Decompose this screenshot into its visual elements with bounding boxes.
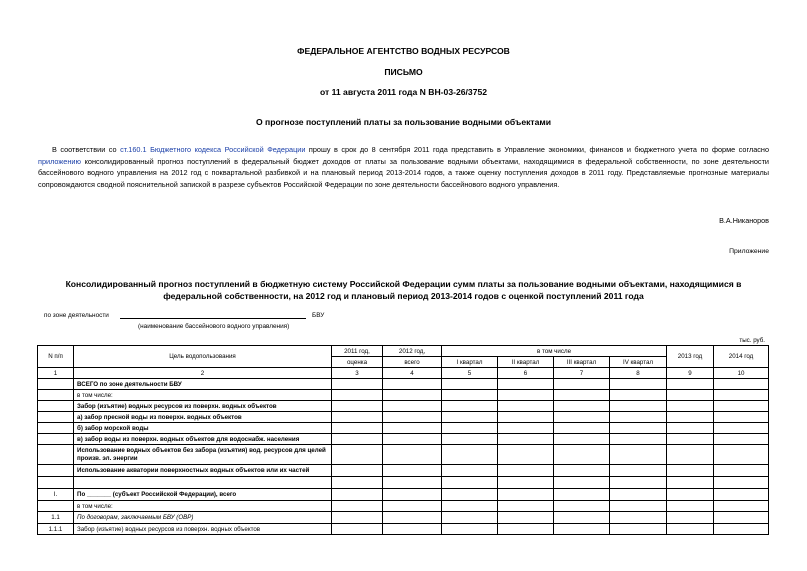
cell [554,445,610,465]
row-num [38,477,74,489]
col-number: 6 [498,368,554,379]
row-num: 1.1.1 [38,524,74,535]
cell [714,390,769,401]
cell [332,401,383,412]
zone-blank-line [120,318,306,319]
cell [442,524,498,535]
body-text-part-1: В соответствии со [52,145,121,154]
cell [498,489,554,501]
header-2013: 2013 год [667,346,714,368]
header-2014: 2014 год [714,346,769,368]
row-num [38,412,74,423]
header-q1: I квартал [442,357,498,368]
document-date-number: от 11 августа 2011 года N ВН-03-26/3752 [319,87,488,97]
signer-name: В.А.Никаноров [719,216,769,225]
cell [332,445,383,465]
budget-code-article-link[interactable]: ст.160.1 Бюджетного кодекса Российской Федерации [120,145,306,154]
cell [667,465,714,477]
cell [667,445,714,465]
cell [498,379,554,390]
cell [554,524,610,535]
col-number: 2 [74,368,332,379]
cell [383,477,442,489]
cell [383,412,442,423]
cell [714,445,769,465]
cell [383,445,442,465]
cell [667,379,714,390]
cell [554,412,610,423]
col-number: 4 [383,368,442,379]
row-label: Забор (изъятие) водных ресурсов из поверхн. водных объектов [74,524,332,535]
cell [667,412,714,423]
cell [498,434,554,445]
cell [442,445,498,465]
cell [442,401,498,412]
cell [714,512,769,524]
cell [498,412,554,423]
cell [498,465,554,477]
table-row [38,434,769,445]
header-q4: IV квартал [610,357,667,368]
cell [610,465,667,477]
cell [442,477,498,489]
cell [332,512,383,524]
header-2012-b: всего [383,357,442,368]
cell [383,489,442,501]
cell [442,423,498,434]
table-row [38,445,769,465]
cell [498,477,554,489]
cell [442,412,498,423]
cell [667,477,714,489]
row-label: в том числе: [74,390,332,401]
col-number: 9 [667,368,714,379]
table-row [38,524,769,535]
cell [442,465,498,477]
header-2011-b: оценка [332,357,383,368]
row-label: Использование акватории поверхностных водных объектов или их частей [74,465,332,477]
cell [714,501,769,512]
cell [610,379,667,390]
cell [383,512,442,524]
cell [667,423,714,434]
row-num [38,445,74,465]
cell [714,477,769,489]
cell [610,489,667,501]
cell [332,465,383,477]
row-label: б) забор морской воды [74,423,332,434]
cell [383,501,442,512]
forecast-table [37,345,769,535]
cell [554,379,610,390]
cell [667,524,714,535]
cell [442,512,498,524]
header-including: в том числе [442,346,667,357]
cell [610,524,667,535]
header-num: N п/п [38,346,74,368]
cell [332,524,383,535]
document-subject: О прогнозе поступлений платы за пользование водными объектами [255,117,552,127]
agency-name: ФЕДЕРАЛЬНОЕ АГЕНТСТВО ВОДНЫХ РЕСУРСОВ [297,46,510,56]
row-num [38,379,74,390]
row-label [74,477,332,489]
row-label: в) забор воды из поверхн. водных объектов для водоснабж. населения [74,434,332,445]
table-row [38,489,769,501]
cell [610,401,667,412]
table-row [38,501,769,512]
cell [332,501,383,512]
cell [332,489,383,501]
zone-prefix: по зоне деятельности [44,312,109,319]
table-row [38,412,769,423]
row-num [38,401,74,412]
cell [667,390,714,401]
cell [498,524,554,535]
row-num: I. [38,489,74,501]
cell [554,390,610,401]
cell [610,477,667,489]
row-num [38,390,74,401]
cell [498,445,554,465]
row-num: 1.1 [38,512,74,524]
letter-body [38,144,769,190]
table-row [38,423,769,434]
header-2012-a: 2012 год, [383,346,442,357]
table-row [38,477,769,489]
cell [554,401,610,412]
table-row [38,465,769,477]
unit-label: тыс. руб. [739,337,765,344]
cell [667,489,714,501]
row-label: а) забор пресной воды из поверхн. водных объектов [74,412,332,423]
cell [714,423,769,434]
row-label: Использование водных объектов без забора (изъятия) вод. ресурсов для целей произв. эл. энергии [74,445,332,465]
cell [498,423,554,434]
cell [554,465,610,477]
row-label: По _______ (субъект Российской Федерации), всего [74,489,332,501]
cell [610,434,667,445]
cell [383,434,442,445]
col-number: 1 [38,368,74,379]
row-label: в том числе: [74,501,332,512]
cell [714,489,769,501]
cell [383,401,442,412]
header-purpose: Цель водопользования [74,346,332,368]
cell [383,379,442,390]
cell [332,477,383,489]
cell [442,501,498,512]
row-label: По договорам, заключаемым БВУ (ОВР) [74,512,332,524]
cell [667,512,714,524]
cell [332,423,383,434]
cell [332,412,383,423]
cell [554,423,610,434]
cell [610,512,667,524]
cell [714,412,769,423]
cell [667,401,714,412]
cell [383,423,442,434]
cell [332,379,383,390]
zone-hint: (наименование бассейнового водного управления) [138,323,290,330]
cell [383,390,442,401]
col-number: 10 [714,368,769,379]
cell [554,489,610,501]
col-number: 3 [332,368,383,379]
document-type: ПИСЬМО [384,67,423,77]
column-number-row [38,368,769,379]
row-num [38,465,74,477]
cell [498,390,554,401]
cell [610,390,667,401]
col-number: 8 [610,368,667,379]
table-row [38,390,769,401]
header-2011-a: 2011 год, [332,346,383,357]
col-number: 7 [554,368,610,379]
cell [667,501,714,512]
cell [610,501,667,512]
cell [714,434,769,445]
header-q2: II квартал [498,357,554,368]
cell [383,465,442,477]
cell [554,477,610,489]
cell [554,512,610,524]
cell [383,524,442,535]
cell [554,501,610,512]
table-title: Консолидированный прогноз поступлений в бюджетную систему Российской Федерации сумм платы за пользование водными объектами, находящимися в федеральной собственности, на 2012 год и плановый период 2013-2014 годов с оценкой поступлений 2011 года [65,279,742,301]
row-num [38,434,74,445]
cell [714,379,769,390]
cell [714,401,769,412]
cell [667,434,714,445]
table-row [38,512,769,524]
zone-suffix: БВУ [312,312,325,319]
body-text-part-2: прошу в срок до 8 сентября 2011 года представить в Управление экономики, финансов и бюджетного учета по форме согласно [305,145,770,154]
cell [442,379,498,390]
row-label: ВСЕГО по зоне деятельности БВУ [74,379,332,390]
cell [332,434,383,445]
cell [498,512,554,524]
cell [498,501,554,512]
cell [498,401,554,412]
cell [714,524,769,535]
row-label: Забор (изъятие) водных ресурсов из поверхн. водных объектов [74,401,332,412]
cell [554,434,610,445]
table-header-row-1 [38,346,769,357]
cell [442,390,498,401]
row-num [38,423,74,434]
cell [714,465,769,477]
cell [610,445,667,465]
cell [442,434,498,445]
appendix-label: Приложение [729,248,769,255]
table-row [38,401,769,412]
cell [442,489,498,501]
header-q3: III квартал [554,357,610,368]
cell [610,423,667,434]
table-row [38,379,769,390]
col-number: 5 [442,368,498,379]
cell [332,390,383,401]
cell [610,412,667,423]
row-num [38,501,74,512]
body-text-part-3: консолидированный прогноз поступлений в федеральный бюджет доходов от платы за пользование водными объектами, находящимися в федеральной собственности, по зоне деятельности бассейнового водного управления на 2012 год с поквартальной разбивкой и на плановый период 2013-2014 годов, а также оценку поступления доходов в 2011 году. Представляемые прогнозные материалы сопровождаются сводной пояснительной запиской в разрезе субъектов Российской Федерации по зоне деятельности бассейнового водного управления. [38,156,769,189]
appendix-link[interactable]: приложению [38,156,81,166]
